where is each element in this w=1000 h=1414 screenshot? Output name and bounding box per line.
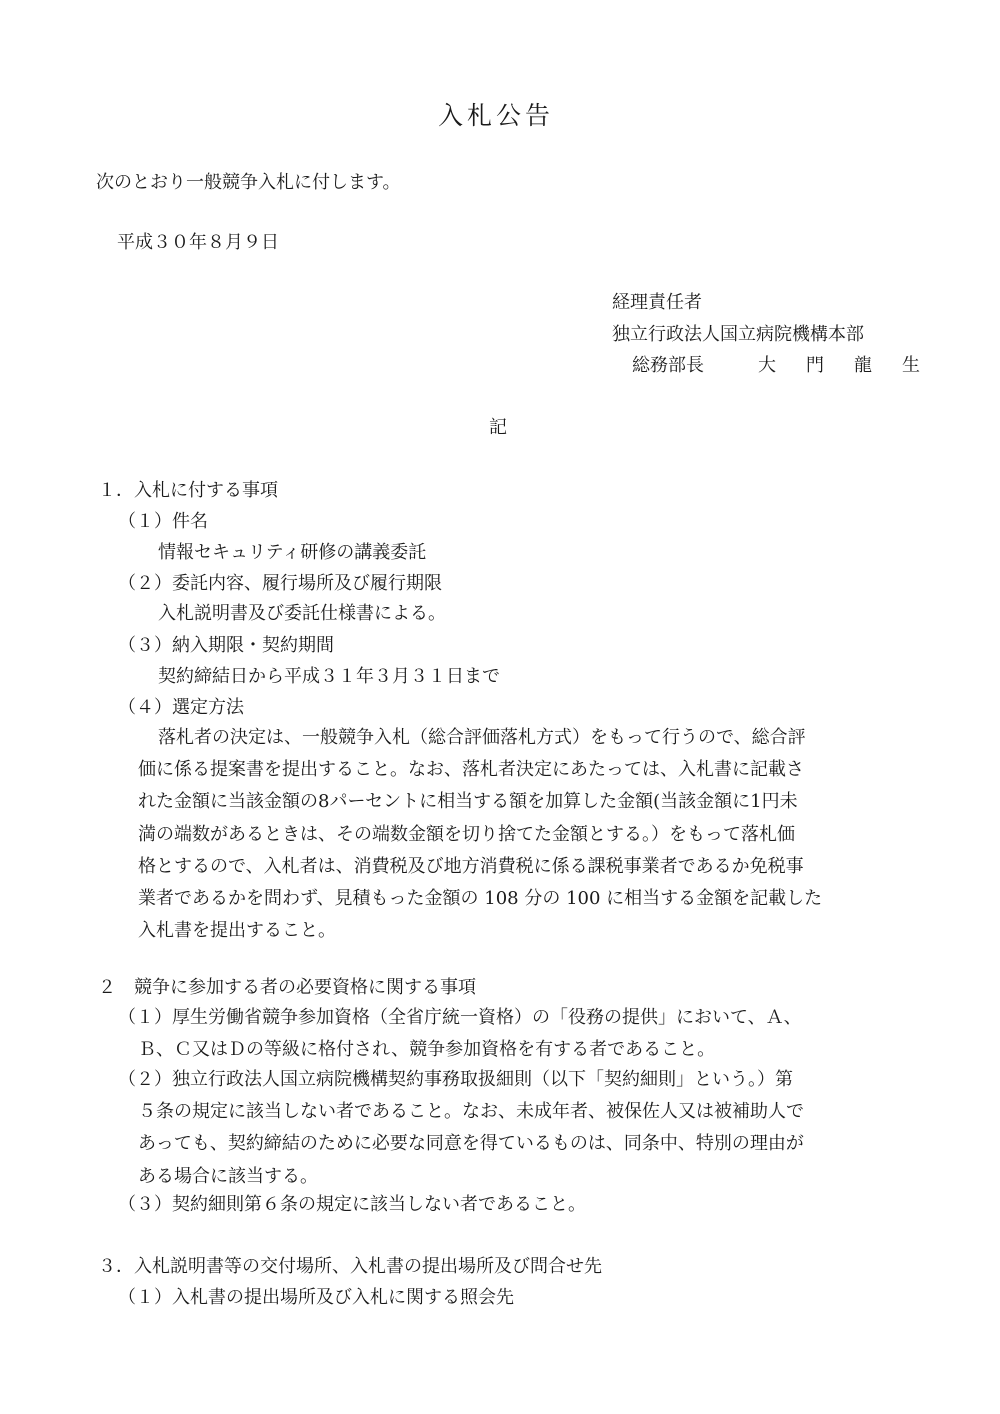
paragraph-line: 入札書を提出すること。 [138,920,336,942]
section2-item3: （３）契約細則第６条の規定に該当しない者であること。 [118,1194,586,1215]
paragraph-line: 格とするので、入札者は、消費税及び地方消費税に係る課税事業者であるか免税事 [138,855,804,877]
ki-marker: 記 [489,417,507,438]
paragraph-line: 満の端数があるときは、その端数金額を切り捨てた金額とする。）をもって落札価 [138,823,795,845]
section1-item3-label: （３）納入期限・契約期間 [118,635,334,656]
section1-item2-label: （２）委託内容、履行場所及び履行期限 [118,573,442,594]
notice-date: 平成３０年８月９日 [117,232,279,253]
paragraph-line: あっても、契約締結のために必要な同意を得ているものは、同条中、特別の理由が [138,1133,804,1155]
section2-item1 [118,1002,900,1066]
section1-heading: １．入札に付する事項 [98,480,278,501]
paragraph-line: （１）厚生労働省競争参加資格（全省庁統一資格）の「役務の提供」において、Ａ、 [118,1007,802,1028]
section1-item3-text: 契約締結日から平成３１年３月３１日まで [158,666,500,687]
paragraph-line: 落札者の決定は、一般競争入札（総合評価落札方式）をもって行うので、総合評 [158,727,806,748]
paragraph-line: れた金額に当該金額の8パーセントに相当する額を加算した金額(当該金額に1円未 [138,791,798,813]
section3-item1: （１）入札書の提出場所及び入札に関する照会先 [118,1287,514,1308]
issuer-position: 総務部長 [632,355,704,376]
section1-item1-label: （１）件名 [118,511,208,532]
paragraph-line: ５条の規定に該当しない者であること。なお、未成年者、被保佐人又は被補助人で [138,1101,804,1123]
section3-heading: ３．入札説明書等の交付場所、入札書の提出場所及び問合せ先 [98,1256,602,1277]
paragraph-line: （２）独立行政法人国立病院機構契約事務取扱細則（以下「契約細則」という。）第 [118,1069,793,1090]
paragraph-line: Ｂ、Ｃ又はＤの等級に格付され、競争参加資格を有する者であること。 [138,1039,716,1061]
paragraph-line: 価に係る提案書を提出すること。なお、落札者決定にあたっては、入札書に記載さ [138,759,804,781]
issuer-name: 大 門 龍 生 [758,355,926,376]
section1-item1-text: 情報セキュリティ研修の講義委託 [158,542,427,563]
issuer-role: 経理責任者 [612,292,702,313]
section1-item4-label: （４）選定方法 [118,697,244,718]
paragraph-line: ある場合に該当する。 [138,1165,318,1187]
document-title: 入札公告 [438,101,555,130]
issuer-organization: 独立行政法人国立病院機構本部 [612,324,864,345]
section1-item4-paragraph [138,722,900,947]
section2-heading: ２ 競争に参加する者の必要資格に関する事項 [98,977,476,998]
section1-item2-text: 入札説明書及び委託仕様書による。 [158,603,446,624]
intro-text: 次のとおり一般競争入札に付します。 [96,172,401,193]
section2-item2 [118,1064,900,1193]
paragraph-line: 業者であるかを問わず、見積もった金額の 108 分の 100 に相当する金額を記載した [138,888,823,910]
